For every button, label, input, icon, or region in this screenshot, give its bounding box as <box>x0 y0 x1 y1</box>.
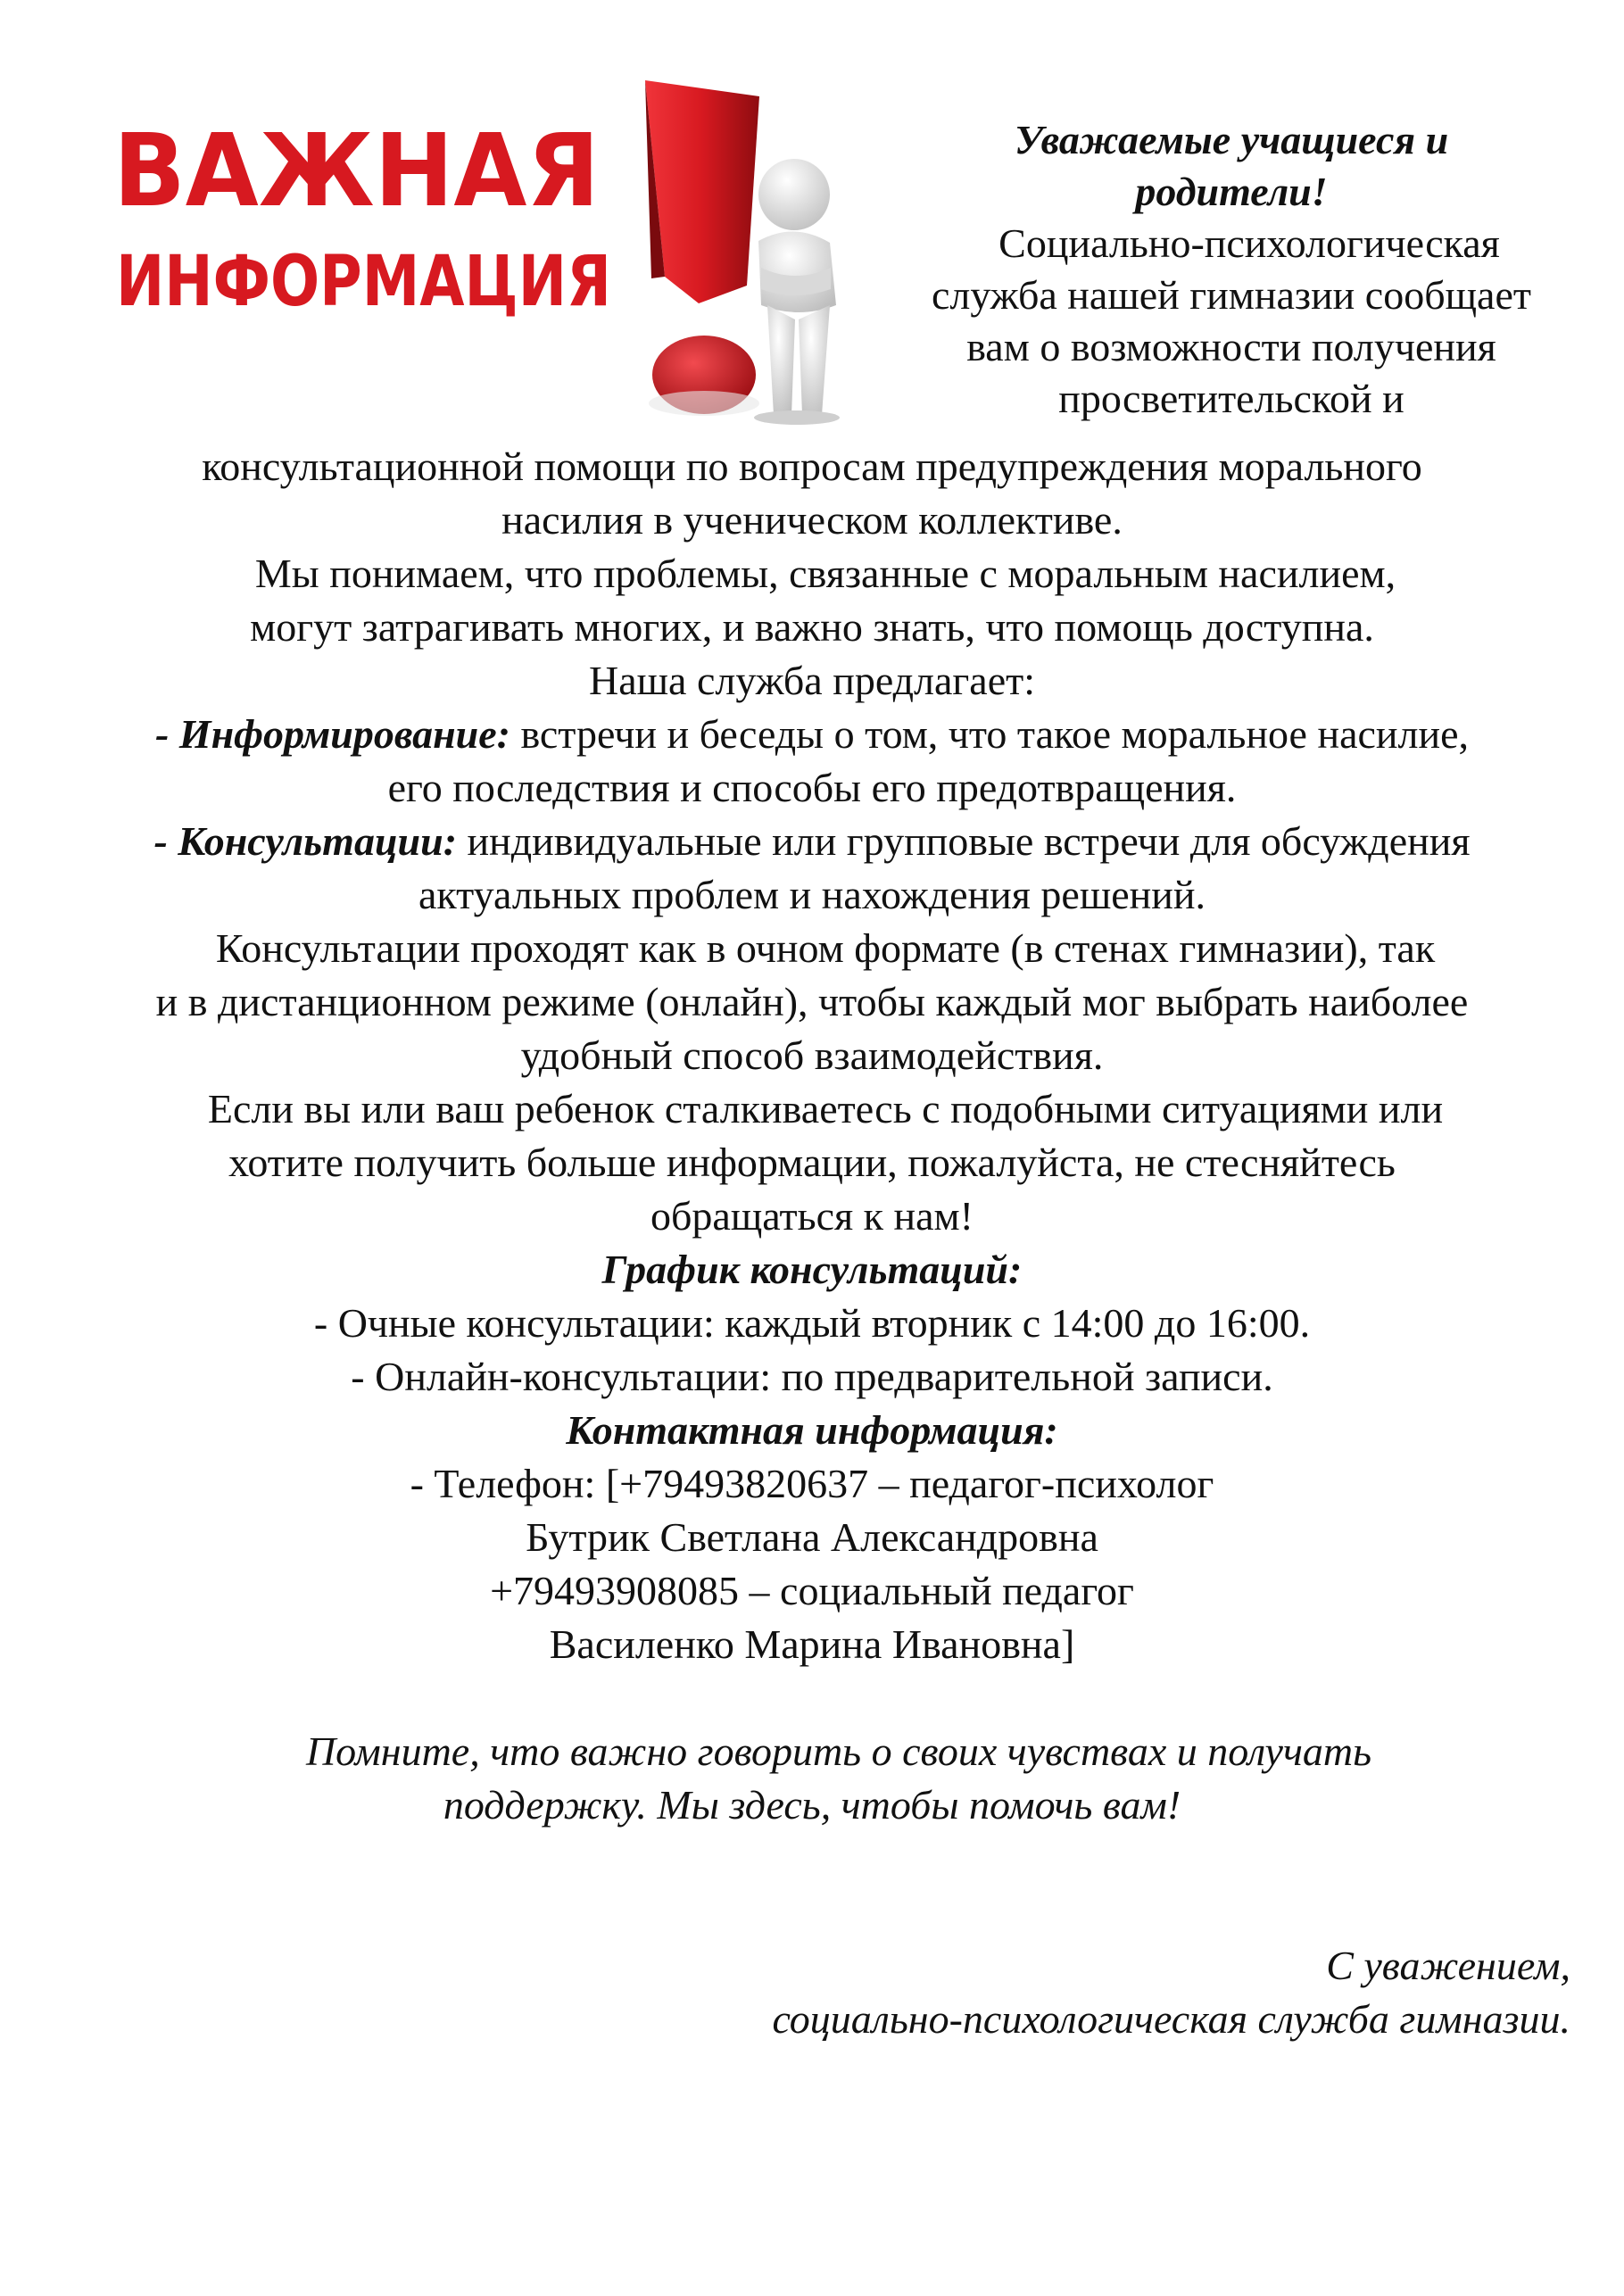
person-figure-icon <box>754 159 840 425</box>
contact-line: Бутрик Светлана Александровна <box>526 1514 1098 1560</box>
schedule-heading: График консультаций: <box>601 1247 1023 1292</box>
greeting-block <box>892 114 1570 425</box>
schedule-item: - Онлайн-консультации: по предварительной записи. <box>351 1354 1273 1399</box>
intro-line: вам о возможности получения <box>966 324 1496 369</box>
signature-line1: С уважением, <box>1326 1943 1570 1988</box>
format-line: Консультации проходят как в очном формате (в стенах гимназии), так <box>215 925 1436 971</box>
closing-line: Помните, что важно говорить о своих чувствах и получать <box>305 1728 1372 1774</box>
intro-line: просветительской и <box>1058 376 1404 421</box>
intro-continued-line: насилия в ученическом коллективе. <box>501 497 1123 543</box>
offer-item-label: - Информирование: <box>154 711 510 757</box>
signature-line2: социально-психологическая служба гимназии. <box>772 1996 1570 2042</box>
contacts-heading: Контактная информация: <box>566 1407 1058 1453</box>
understanding-line: могут затрагивать многих, и важно знать, что помощь доступна. <box>250 604 1374 650</box>
invitation-line: хотите получить больше информации, пожалуйста, не стесняйтесь <box>228 1140 1396 1185</box>
important-info-banner <box>112 71 879 428</box>
schedule-item: - Очные консультации: каждый вторник с 14:00 до 16:00. <box>313 1300 1311 1346</box>
offer-item-label: - Консультации: <box>153 818 458 864</box>
banner-title-line2: ИНФОРМАЦИЯ <box>116 242 611 322</box>
intro-line: служба нашей гимназии сообщает <box>932 272 1531 318</box>
offer-item-consulting <box>54 815 1570 868</box>
offer-item-continuation: актуальных проблем и нахождения решений. <box>418 872 1206 917</box>
contact-line: Василенко Марина Ивановна] <box>549 1621 1075 1667</box>
format-line: удобный способ взаимодействия. <box>520 1032 1104 1078</box>
closing-line: поддержку. Мы здесь, чтобы помочь вам! <box>443 1782 1181 1828</box>
exclamation-mark-icon <box>645 80 759 416</box>
intro-line: Социально-психологическая <box>998 220 1500 266</box>
understanding-line: Мы понимаем, что проблемы, связанные с моральным насилием, <box>254 551 1396 596</box>
offer-heading: Наша служба предлагает: <box>588 658 1036 703</box>
offer-item-text: индивидуальные или групповые встречи для обсуждения <box>457 818 1471 864</box>
offer-item-text: встречи и беседы о том, что такое моральное насилие, <box>510 711 1470 757</box>
contact-line: - Телефон: [+79493820637 – педагог-психолог <box>410 1461 1214 1506</box>
invitation-line: обращаться к нам! <box>650 1193 974 1239</box>
contact-line: +79493908085 – социальный педагог <box>490 1568 1134 1613</box>
format-line: и в дистанционном режиме (онлайн), чтобы каждый мог выбрать наиболее <box>155 979 1469 1024</box>
intro-continued-line: консультационной помощи по вопросам предупреждения морального <box>202 443 1422 489</box>
banner-title-line1: ВАЖНАЯ <box>113 113 600 229</box>
offer-item-informing <box>54 708 1570 761</box>
salutation-line2: родители! <box>1135 169 1328 214</box>
invitation-line: Если вы или ваш ребенок сталкиваетесь с подобными ситуациями или <box>207 1086 1444 1131</box>
salutation-line1: Уважаемые учащиеся и <box>1014 117 1449 162</box>
offer-item-continuation: его последствия и способы его предотвращения. <box>387 765 1237 810</box>
